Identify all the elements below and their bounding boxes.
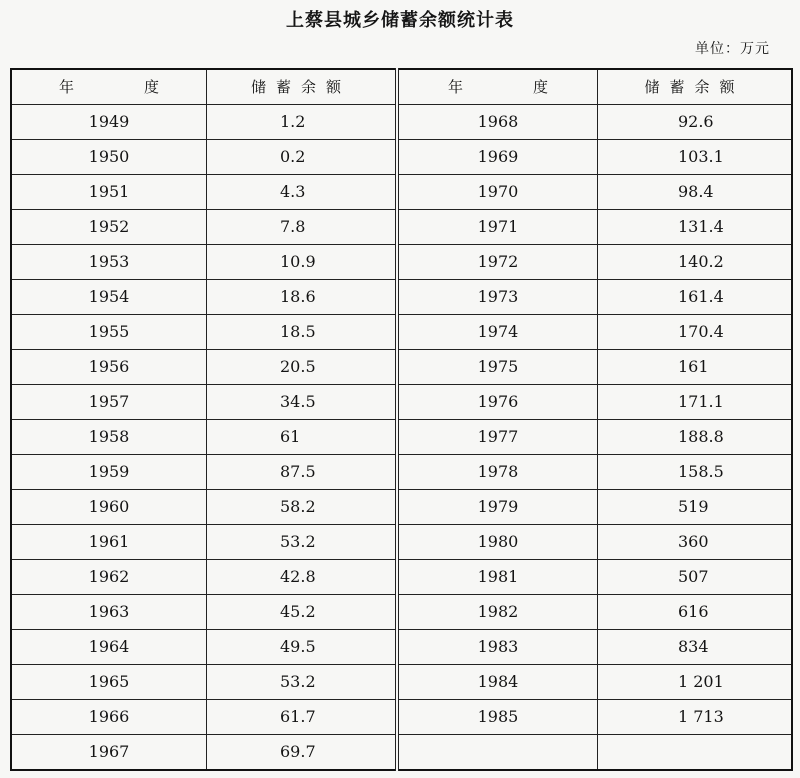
savings-right-cell: 1 201 <box>597 665 792 700</box>
year-right-cell: 1971 <box>397 210 598 245</box>
savings-left-cell: 53.2 <box>207 665 397 700</box>
year-left-cell: 1954 <box>11 280 207 315</box>
year-left-cell: 1966 <box>11 700 207 735</box>
table-header-row <box>11 69 792 105</box>
savings-left-cell: 69.7 <box>207 735 397 771</box>
year-right-cell: 1974 <box>397 315 598 350</box>
savings-left-cell: 61 <box>207 420 397 455</box>
savings-right-cell: 834 <box>597 630 792 665</box>
savings-left-cell: 34.5 <box>207 385 397 420</box>
header-savings-right: 储蓄余额 <box>597 69 792 105</box>
unit-label: 单位：万元 <box>695 41 770 57</box>
table-row <box>11 595 792 630</box>
table-row <box>11 315 792 350</box>
savings-right-cell: 140.2 <box>597 245 792 280</box>
table-row <box>11 350 792 385</box>
year-left-cell: 1955 <box>11 315 207 350</box>
year-right-cell: 1970 <box>397 175 598 210</box>
year-right-cell: 1985 <box>397 700 598 735</box>
year-right-cell: 1978 <box>397 455 598 490</box>
savings-right-cell: 188.8 <box>597 420 792 455</box>
savings-right-cell: 131.4 <box>597 210 792 245</box>
year-right-cell: 1979 <box>397 490 598 525</box>
header-year-right <box>397 69 598 105</box>
year-left-cell: 1959 <box>11 455 207 490</box>
year-right-cell: 1969 <box>397 140 598 175</box>
table-row <box>11 105 792 140</box>
savings-right-cell: 360 <box>597 525 792 560</box>
savings-left-cell: 4.3 <box>207 175 397 210</box>
savings-right-cell: 519 <box>597 490 792 525</box>
year-right-cell: 1980 <box>397 525 598 560</box>
savings-right-cell: 161 <box>597 350 792 385</box>
year-left-cell: 1965 <box>11 665 207 700</box>
header-year-left <box>11 69 207 105</box>
header-year-left-char2: 度 <box>144 78 160 96</box>
savings-table <box>10 68 793 771</box>
savings-right-cell <box>597 735 792 771</box>
savings-right-cell: 616 <box>597 595 792 630</box>
year-left-cell: 1950 <box>11 140 207 175</box>
year-left-cell: 1964 <box>11 630 207 665</box>
table-row <box>11 490 792 525</box>
table-row <box>11 630 792 665</box>
table-row <box>11 525 792 560</box>
year-right-cell: 1977 <box>397 420 598 455</box>
savings-right-cell: 1 713 <box>597 700 792 735</box>
savings-right-cell: 171.1 <box>597 385 792 420</box>
year-left-cell: 1956 <box>11 350 207 385</box>
year-left-cell: 1958 <box>11 420 207 455</box>
savings-left-cell: 1.2 <box>207 105 397 140</box>
savings-left-cell: 58.2 <box>207 490 397 525</box>
table-row <box>11 385 792 420</box>
savings-left-cell: 18.6 <box>207 280 397 315</box>
header-year-right-char1: 年 <box>447 78 463 96</box>
table-row <box>11 175 792 210</box>
savings-right-cell: 98.4 <box>597 175 792 210</box>
savings-left-cell: 42.8 <box>207 560 397 595</box>
table-body <box>11 105 792 771</box>
year-left-cell: 1957 <box>11 385 207 420</box>
table-row <box>11 735 792 771</box>
savings-left-cell: 87.5 <box>207 455 397 490</box>
table-row <box>11 245 792 280</box>
year-right-cell: 1982 <box>397 595 598 630</box>
year-right-cell: 1968 <box>397 105 598 140</box>
year-right-cell: 1976 <box>397 385 598 420</box>
savings-right-cell: 158.5 <box>597 455 792 490</box>
table-row <box>11 560 792 595</box>
year-left-cell: 1962 <box>11 560 207 595</box>
savings-right-cell: 170.4 <box>597 315 792 350</box>
savings-left-cell: 49.5 <box>207 630 397 665</box>
year-left-cell: 1953 <box>11 245 207 280</box>
savings-left-cell: 0.2 <box>207 140 397 175</box>
header-year-left-char1: 年 <box>58 78 74 96</box>
savings-right-cell: 92.6 <box>597 105 792 140</box>
savings-right-cell: 161.4 <box>597 280 792 315</box>
table-row <box>11 700 792 735</box>
year-right-cell: 1984 <box>397 665 598 700</box>
year-right-cell <box>397 735 598 771</box>
savings-left-cell: 61.7 <box>207 700 397 735</box>
savings-left-cell: 20.5 <box>207 350 397 385</box>
year-right-cell: 1981 <box>397 560 598 595</box>
savings-right-cell: 507 <box>597 560 792 595</box>
year-left-cell: 1949 <box>11 105 207 140</box>
year-left-cell: 1963 <box>11 595 207 630</box>
savings-right-cell: 103.1 <box>597 140 792 175</box>
savings-left-cell: 18.5 <box>207 315 397 350</box>
year-right-cell: 1983 <box>397 630 598 665</box>
table-row <box>11 665 792 700</box>
year-right-cell: 1975 <box>397 350 598 385</box>
year-left-cell: 1951 <box>11 175 207 210</box>
table-row <box>11 420 792 455</box>
year-left-cell: 1967 <box>11 735 207 771</box>
table-row <box>11 140 792 175</box>
savings-left-cell: 10.9 <box>207 245 397 280</box>
header-year-right-char2: 度 <box>532 78 548 96</box>
savings-left-cell: 53.2 <box>207 525 397 560</box>
savings-left-cell: 45.2 <box>207 595 397 630</box>
year-right-cell: 1972 <box>397 245 598 280</box>
year-left-cell: 1960 <box>11 490 207 525</box>
table-row <box>11 280 792 315</box>
table-title: 上蔡县城乡储蓄余额统计表 <box>286 10 514 31</box>
year-right-cell: 1973 <box>397 280 598 315</box>
table-row <box>11 210 792 245</box>
year-left-cell: 1961 <box>11 525 207 560</box>
savings-left-cell: 7.8 <box>207 210 397 245</box>
table-row <box>11 455 792 490</box>
year-left-cell: 1952 <box>11 210 207 245</box>
header-savings-left: 储蓄余额 <box>207 69 397 105</box>
